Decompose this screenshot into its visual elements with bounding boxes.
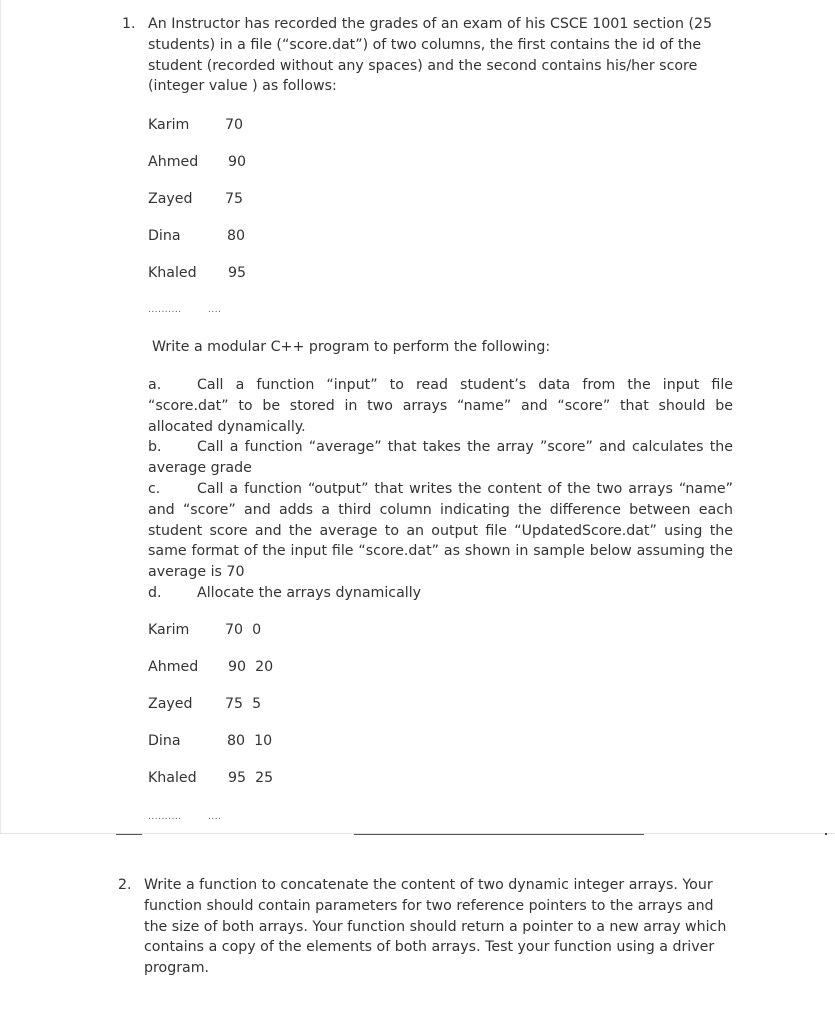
part-c: [148, 479, 733, 583]
output-ellipsis-score: ....: [208, 812, 222, 822]
part-a: [148, 375, 733, 437]
output-row-values: 90 20: [228, 659, 274, 675]
output-row-name: Dina: [148, 733, 181, 749]
task-prompt: Write a modular C++ program to perform the following:: [152, 339, 551, 355]
input-row-score: 75: [225, 191, 244, 207]
input-row-name: Dina: [148, 228, 181, 244]
part-letter: c.: [148, 481, 161, 497]
output-row-values: 70 0: [225, 622, 262, 638]
input-ellipsis-score: ....: [208, 305, 222, 315]
output-row-name: Zayed: [148, 696, 193, 712]
part-text: Call a function “input” to read student’s data from the input file “score.dat” to be stored in two arrays “name” and “score” that should be allocated dynamically.: [148, 377, 733, 435]
input-row-score: 80: [227, 228, 246, 244]
part-b: [148, 437, 733, 479]
part-text: Call a function “output” that writes the content of the two arrays “name” and “score” and adds a third column indicating the difference between each student score and the average to an output file “UpdatedScore.dat” using the same format of the input file “score.dat” as shown in sample below assuming the average is 70: [148, 481, 733, 581]
part-d: [148, 583, 733, 604]
input-row-name: Zayed: [148, 191, 193, 207]
part-letter: a.: [148, 377, 162, 393]
output-row-values: 95 25: [228, 770, 274, 786]
output-row-name: Ahmed: [148, 659, 199, 675]
input-row-score: 90: [228, 154, 247, 170]
input-row-name: Karim: [148, 117, 190, 133]
input-row-score: 70: [225, 117, 244, 133]
output-row-values: 80 10: [227, 733, 273, 749]
part-text: Allocate the arrays dynamically: [197, 585, 422, 601]
output-row-values: 75 5: [225, 696, 262, 712]
separator-mark: [825, 833, 827, 835]
output-row-name: Karim: [148, 622, 190, 638]
output-row-name: Khaled: [148, 770, 197, 786]
question-2-number: 2.: [118, 877, 132, 893]
question-1-number: 1.: [122, 16, 136, 32]
input-ellipsis-name: ..........: [148, 305, 182, 315]
question-2-text: Write a function to concatenate the content of two dynamic integer arrays. Your function should contain parameters for two reference pointers to the arrays and the size of both arrays. Your function should return a pointer to a new array which contains a copy of the elements of both arrays. Test your function using a driver program.: [144, 877, 727, 977]
input-row-name: Ahmed: [148, 154, 199, 170]
input-row-name: Khaled: [148, 265, 197, 281]
input-row-score: 95: [228, 265, 247, 281]
separator-line: [354, 834, 644, 835]
separator-line: [116, 834, 142, 835]
part-letter: d.: [148, 585, 162, 601]
part-text: Call a function “average” that takes the array ”score” and calculates the average grade: [148, 439, 733, 476]
question-1-intro: An Instructor has recorded the grades of an exam of his CSCE 1001 section (25 students) in a file (“score.dat”) of two columns, the first contains the id of the student (recorded without any spaces) and the second contains his/her score (integer value ) as follows:: [148, 16, 713, 95]
output-ellipsis-name: ..........: [148, 812, 182, 822]
part-letter: b.: [148, 439, 162, 455]
